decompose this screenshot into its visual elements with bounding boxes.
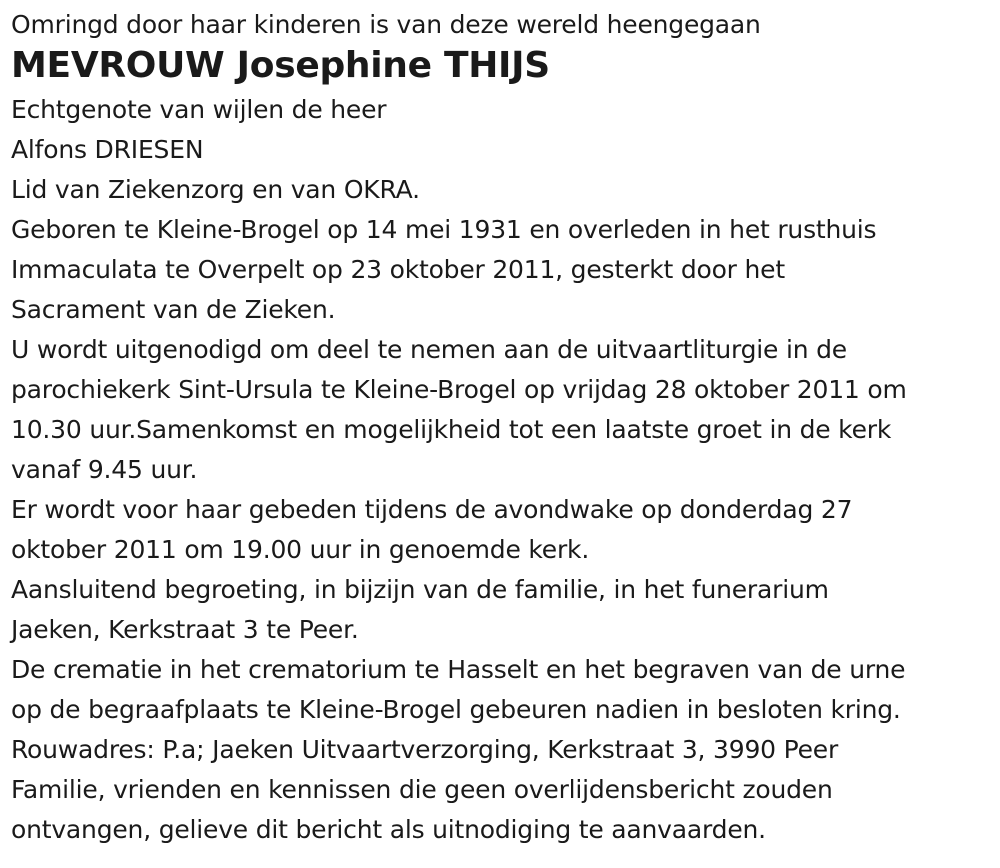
vigil-line-1: Er wordt voor haar gebeden tijdens de avondwake op donderdag 27 (11, 495, 853, 524)
cremation-line-1: De crematie in het crematorium te Hasselt en het begraven van de urne (11, 655, 906, 684)
cremation-line-2: op de begraafplaats te Kleine-Brogel gebeuren nadien in besloten kring. (11, 695, 901, 724)
funeral-line-4: vanaf 9.45 uur. (11, 455, 198, 484)
spouse-name: Alfons DRIESEN (11, 135, 204, 164)
birth-death-line-3: Sacrament van de Zieken. (11, 295, 336, 324)
greeting-line-1: Aansluitend begroeting, in bijzijn van de familie, in het funerarium (11, 575, 829, 604)
funeral-line-3: 10.30 uur.Samenkomst en mogelijkheid tot een laatste groet in de kerk (11, 415, 892, 444)
closing-line-2: ontvangen, gelieve dit bericht als uitnodiging te aanvaarden. (11, 815, 766, 844)
membership-line: Lid van Ziekenzorg en van OKRA. (11, 175, 420, 204)
spouse-line: Echtgenote van wijlen de heer (11, 95, 387, 124)
vigil-line-2: oktober 2011 om 19.00 uur in genoemde kerk. (11, 535, 590, 564)
greeting-line-2: Jaeken, Kerkstraat 3 te Peer. (11, 615, 359, 644)
mourning-address: Rouwadres: P.a; Jaeken Uitvaartverzorging, Kerkstraat 3, 3990 Peer (11, 735, 839, 764)
funeral-line-2: parochiekerk Sint-Ursula te Kleine-Brogel op vrijdag 28 oktober 2011 om (11, 375, 907, 404)
death-notice (11, 6, 996, 850)
birth-death-line-2: Immaculata te Overpelt op 23 oktober 2011, gesterkt door het (11, 255, 785, 284)
funeral-line-1: U wordt uitgenodigd om deel te nemen aan de uitvaartliturgie in de (11, 335, 847, 364)
deceased-name: MEVROUW Josephine THIJS (11, 45, 550, 86)
closing-line-1: Familie, vrienden en kennissen die geen overlijdensbericht zouden (11, 775, 833, 804)
birth-death-line-1: Geboren te Kleine-Brogel op 14 mei 1931 en overleden in het rusthuis (11, 215, 877, 244)
intro-line: Omringd door haar kinderen is van deze wereld heengegaan (11, 10, 761, 39)
